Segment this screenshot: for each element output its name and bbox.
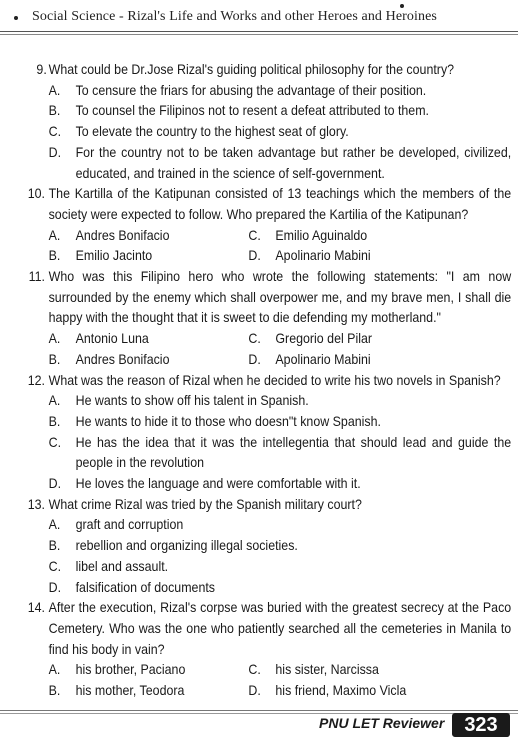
- header-rule: [0, 31, 518, 32]
- option-letter: A.: [48, 517, 61, 533]
- option-text: For the country not to be taken advantage but rather be developed, civilized, educated, and trained in the science of self-government.: [75, 144, 512, 181]
- question-10-options: [18, 226, 511, 267]
- question-number: 14.: [27, 600, 45, 616]
- question-11-options: [18, 329, 511, 370]
- option: [248, 350, 511, 371]
- question-number: 9.: [36, 62, 47, 77]
- question-number: 13.: [27, 496, 45, 512]
- option-text: graft and corruption: [75, 517, 184, 533]
- question-stem: The Kartilla of the Katipunan consisted of 13 teachings which the members of the society were expected to follow. Who prepared the Kartilia of the Katipunan?: [48, 186, 512, 222]
- option-text: He has the idea that it was the intellegentia that should lead and guide the people in the revolution: [75, 434, 512, 471]
- question-stem: Who was this Filipino hero who wrote the following statements: "I am now surrounded by the enemy which shall overpower me, and my brave men, I shall die happy with the thought that it is sweet to die defending my motherland.": [48, 269, 512, 326]
- option: [49, 536, 512, 557]
- option-letter: A.: [48, 82, 61, 98]
- option: [49, 101, 512, 122]
- option-text: Andres Bonifacio: [75, 227, 170, 243]
- option-text: He wants to show off his talent in Spanish.: [75, 393, 309, 409]
- question-stem: What crime Rizal was tried by the Spanish military court?: [48, 496, 362, 512]
- option: [248, 329, 511, 350]
- option-letter: B.: [48, 413, 61, 429]
- option: [49, 246, 249, 267]
- question-12: [18, 371, 511, 392]
- option: [49, 143, 512, 184]
- option-letter: D.: [48, 579, 62, 595]
- bullet-dot: [14, 16, 18, 20]
- question-number: 11.: [28, 269, 45, 285]
- option-text: To elevate the country to the highest seat of glory.: [75, 124, 349, 140]
- option-text: his friend, Maximo Vicla: [275, 683, 407, 699]
- question-stem: What could be Dr.Jose Rizal's guiding political philosophy for the country?: [48, 62, 455, 77]
- question-10: [18, 184, 511, 225]
- option: [49, 660, 249, 681]
- option: [49, 557, 512, 578]
- option-text: Emilio Jacinto: [75, 248, 153, 264]
- option-letter: D.: [48, 476, 62, 492]
- option-letter: A.: [48, 331, 61, 347]
- option-letter: B.: [48, 351, 61, 367]
- option-text: Antonio Luna: [75, 331, 149, 347]
- page-number-badge: 323: [452, 713, 510, 737]
- question-list: [18, 60, 511, 702]
- question-9: [18, 60, 511, 81]
- option: [49, 329, 249, 350]
- option-letter: B.: [48, 248, 61, 264]
- option-letter: C.: [248, 331, 261, 347]
- option-text: Andres Bonifacio: [75, 351, 170, 367]
- option-text: He wants to hide it to those who doesn"t know Spanish.: [75, 413, 381, 429]
- option: [49, 391, 512, 412]
- option: [49, 474, 512, 495]
- footer-rule: [0, 710, 518, 711]
- footer-label: PNU LET Reviewer: [319, 715, 445, 731]
- question-11: [18, 267, 511, 329]
- option-letter: A.: [48, 393, 61, 409]
- option: [248, 246, 511, 267]
- question-14-options: [18, 660, 511, 701]
- option: [49, 226, 249, 247]
- option: [49, 350, 249, 371]
- option-text: Gregorio del Pilar: [275, 331, 373, 347]
- footer-rule: [0, 713, 518, 714]
- option: [248, 660, 511, 681]
- option: [49, 81, 512, 102]
- option-letter: D.: [48, 144, 62, 160]
- option-text: his sister, Narcissa: [275, 662, 379, 678]
- option: [49, 433, 512, 474]
- question-number: 10.: [27, 186, 45, 202]
- question-13-options: [18, 515, 511, 598]
- option-text: his brother, Paciano: [75, 662, 186, 678]
- question-stem: What was the reason of Rizal when he decided to write his two novels in Spanish?: [48, 372, 501, 388]
- option: [49, 515, 512, 536]
- option-text: rebellion and organizing illegal societies.: [75, 538, 298, 554]
- option-letter: C.: [48, 124, 62, 140]
- option-letter: B.: [48, 103, 61, 119]
- option: [49, 578, 512, 599]
- option: [248, 226, 511, 247]
- option-letter: C.: [248, 662, 261, 678]
- header-rule: [0, 34, 518, 35]
- question-12-options: [18, 391, 511, 495]
- option-letter: B.: [48, 538, 61, 554]
- option-text: falsification of documents: [75, 579, 216, 595]
- question-14: [18, 598, 511, 660]
- option-text: He loves the language and were comfortable with it.: [75, 476, 361, 492]
- option-text: his mother, Teodora: [75, 683, 185, 699]
- option-text: Emilio Aguinaldo: [275, 227, 368, 243]
- option-letter: B.: [48, 683, 61, 699]
- option-text: To censure the friars for abusing the advantage of their position.: [75, 82, 427, 98]
- option-letter: C.: [48, 558, 62, 574]
- option: [248, 681, 511, 702]
- question-number: 12.: [27, 372, 45, 388]
- option-letter: A.: [48, 662, 61, 678]
- option-text: libel and assault.: [75, 558, 169, 574]
- running-header-title: Social Science - Rizal's Life and Works and other Heroes and Heroines: [32, 9, 437, 24]
- option-letter: A.: [48, 227, 61, 243]
- option: [49, 122, 512, 143]
- option-letter: D.: [248, 248, 261, 264]
- question-9-options: [18, 81, 511, 185]
- page-header: [0, 0, 518, 38]
- option-letter: D.: [248, 683, 261, 699]
- option: [49, 412, 512, 433]
- option-text: Apolinario Mabini: [275, 351, 371, 367]
- question-stem: After the execution, Rizal's corpse was buried with the greatest secrecy at the Paco Cemetery. Who was the one who patiently searched all the cemeteries in Manila to find his body in vain?: [48, 600, 512, 657]
- option-text: To counsel the Filipinos not to resent a defeat attributed to them.: [75, 103, 430, 119]
- option-text: Apolinario Mabini: [275, 248, 371, 264]
- question-13: [18, 495, 511, 516]
- option-letter: D.: [248, 351, 261, 367]
- option-letter: C.: [48, 434, 62, 450]
- option-letter: C.: [248, 227, 261, 243]
- option: [49, 681, 249, 702]
- bullet-dot: [400, 4, 404, 8]
